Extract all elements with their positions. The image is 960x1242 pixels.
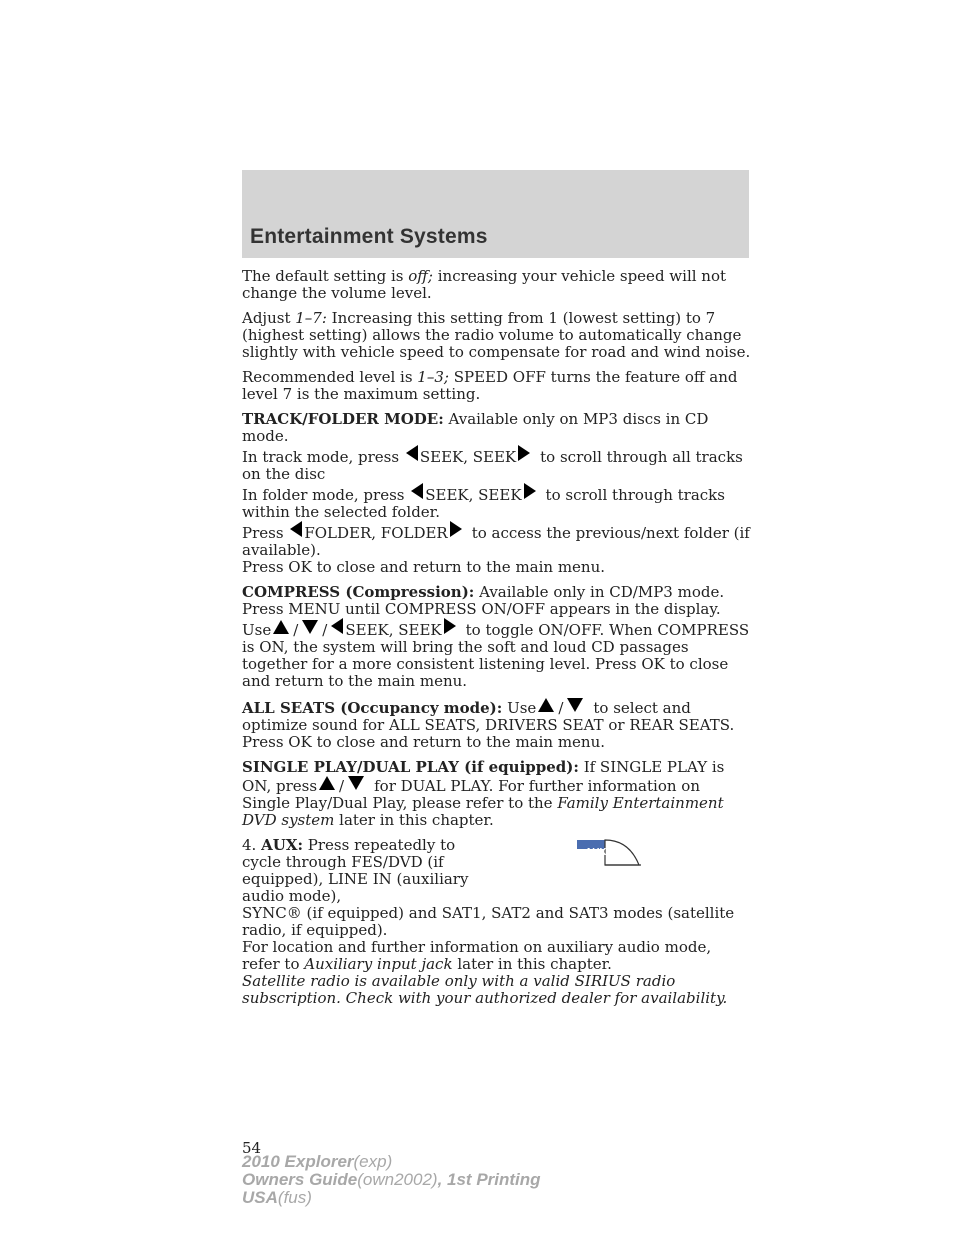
aux-section [242,837,752,905]
folder-right-icon [450,521,462,537]
print-footer [242,1153,541,1207]
paragraph-compress: COMPRESS (Compression): Available only in CD/MP3 mode. Press MENU until COMPRESS ON/OFF appears in the display. Use / / SEEK, SEEK to toggle ON/OFF. When COMPRESS is ON, the system will bring the soft and loud CD passages together for a more consistent listening level. Press OK to close and return to the main menu. [242,583,750,690]
section-header [242,170,749,258]
seek-right-icon [444,618,456,634]
paragraph-single-dual-play: SINGLE PLAY/DUAL PLAY (if equipped): If SINGLE PLAY is ON, press / for DUAL PLAY. For further information on Single Play/Dual Play, please refer to the Family Entertainment DVD system later in this chapter. [242,758,725,829]
aux-button-label: AUX [585,847,607,858]
seek-right-icon [518,445,530,461]
body-text [242,268,752,1007]
track-folder-label: TRACK/FOLDER MODE: [242,410,444,428]
arrow-down-icon [348,776,364,790]
seek-left-icon [406,445,418,461]
arrow-down-icon [567,698,583,712]
footer-line-guide: Owners Guide(own2002), 1st Printing [242,1170,541,1189]
seek-left-icon [411,483,423,499]
compress-label: COMPRESS (Compression): [242,583,475,601]
arrow-up-icon [319,776,335,790]
all-seats-label: ALL SEATS (Occupancy mode): [242,699,503,717]
paragraph-satellite-note: Satellite radio is available only with a valid SIRIUS radio subscription. Check with your authorized dealer for availability. [242,972,728,1007]
footer-line-model: 2010 Explorer(exp) [242,1152,393,1171]
single-dual-play-label: SINGLE PLAY/DUAL PLAY (if equipped): [242,758,579,776]
aux-label: AUX: [261,836,303,854]
paragraph-track-folder: TRACK/FOLDER MODE: Available only on MP3 discs in CD mode. In track mode, press SEEK, SEEK to scroll through all tracks on the disc In folder mode, press SEEK, SEEK to scroll through tracks within the selected folder. Press FOLDER, FOLDER to access the previous/next folder (if available). Press OK to close and return to the main menu. [242,410,750,576]
arrow-up-icon [538,698,554,712]
paragraph-recommended: Recommended level is 1–3; SPEED OFF turns the feature off and level 7 is the maximum setting. [242,368,738,403]
footer-line-region: USA(fus) [242,1188,312,1207]
arrow-up-icon [273,620,289,634]
seek-right-icon [524,483,536,499]
paragraph-all-seats: ALL SEATS (Occupancy mode): Use / to select and optimize sound for ALL SEATS, DRIVERS SEAT or REAR SEATS. Press OK to close and return to the main menu. [242,699,735,751]
seek-left-icon [331,618,343,634]
page-number: 54 [242,1139,262,1157]
folder-left-icon [290,521,302,537]
aux-button-icon [577,837,641,867]
arrow-down-icon [302,620,318,634]
aux-intro: 4. AUX: Press repeatedly to cycle through FES/DVD (if equipped), LINE IN (auxiliary audio mode), [242,836,469,905]
paragraph-aux-location: For location and further information on auxiliary audio mode, refer to Auxiliary input jack later in this chapter. [242,938,712,973]
paragraph-aux-continued: SYNC® (if equipped) and SAT1, SAT2 and SAT3 modes (satellite radio, if equipped). [242,904,735,939]
paragraph-adjust: Adjust 1–7: Increasing this setting from 1 (lowest setting) to 7 (highest setting) allows the radio volume to automatically change slightly with vehicle speed to compensate for road and wind noise. [242,309,751,361]
section-title: Entertainment Systems [250,225,488,248]
paragraph-default-setting: The default setting is off; increasing your vehicle speed will not change the volume level. [242,267,727,302]
